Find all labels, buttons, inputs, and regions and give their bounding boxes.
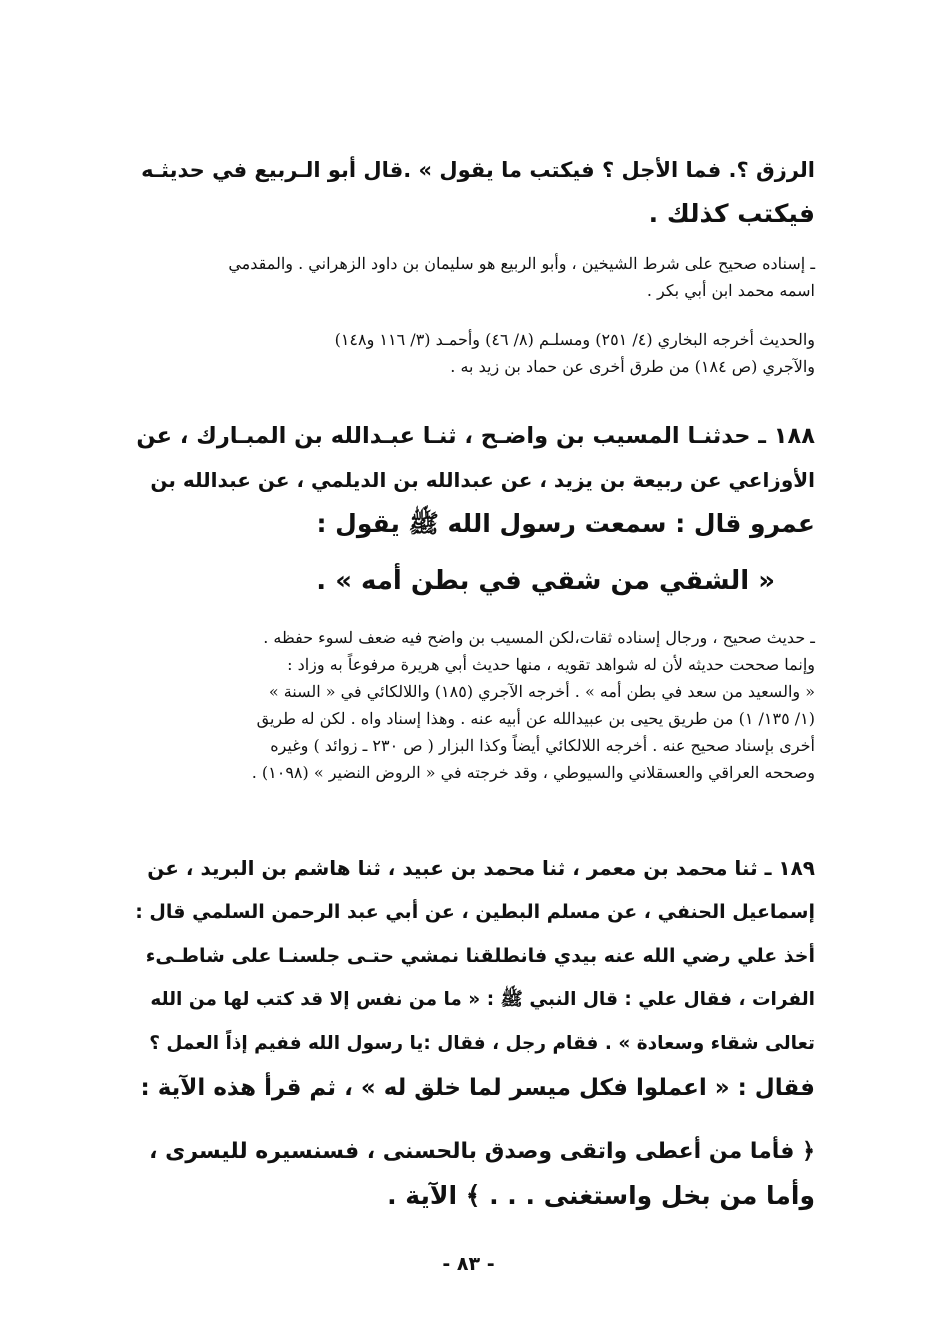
text-line: تعالى شقاء وسعادة » . فقام رجل ، فقال :يا رسول الله ففيم إذاً العمل ؟ <box>149 1033 815 1054</box>
hadith-189-paragraph <box>135 846 815 1110</box>
text-line: الأوزاعي عن ربيعة بن يزيد ، عن عبدالله بن الديلمي ، عن عبدالله بن <box>150 468 815 492</box>
verse-line: وأما من بخل واستغنى . . . ﴾ الآية . <box>387 1181 815 1210</box>
text-line: أخذ علي رضي الله عنه بيدي فانطلقنا نمشي حتـى جلسنـا على شاطـىء <box>145 945 815 967</box>
verse-line: ﴿ فأما من أعطى واتقى وصدق بالحسنى ، فسنسيره لليسرى ، <box>149 1139 815 1164</box>
text-line: عمرو قال : سمعت رسول الله ﷺ يقول : <box>316 509 815 538</box>
text-line: الفرات ، فقال علي : قال النبي ﷺ : « ما من نفس إلا قد كتب لها من الله <box>150 989 815 1010</box>
note-line: وإنما صححت حديثه لأن له شواهد تقويه ، منها حديث أبي هريرة مرفوعاً به وزاد : <box>287 655 815 674</box>
text-line: ١٨٨ ـ حدثنـا المسيب بن واضـح ، ثنـا عبـدالله بن المبـارك ، عن <box>136 423 815 449</box>
quran-verse-paragraph <box>135 1130 815 1218</box>
note-line: « والسعيد من سعد في بطن أمه » . أخرجه الآجري (١٨٥) واللالكائي في « السنة » <box>268 682 815 701</box>
note-line: اسمه محمد ابن أبي بكر . <box>646 281 815 300</box>
note-line: ـ حديث صحيح ، ورجال إسناده ثقات،لكن المسيب بن واضح فيه ضعف لسوء حفظه . <box>263 628 815 647</box>
note-line: والحديث أخرجه البخاري (٤/ ٢٥١) ومسلـم (٨/ ٤٦) وأحمـد (٣/ ١١٦ و١٤٨) <box>334 330 815 349</box>
text-line: إسماعيل الحنفي ، عن مسلم البطين ، عن أبي عبد الرحمن السلمي قال : <box>135 901 815 923</box>
text-line: فيكتب كذلك . <box>648 199 815 228</box>
note-line: والآجري (ص ١٨٤) من طرق أخرى عن حماد بن زيد به . <box>450 357 815 376</box>
note-line: وصححه العراقي والعسقلاني والسيوطي ، وقد خرجته في « الروض النضير » (١٠٩٨) . <box>251 763 815 782</box>
text-line: ١٨٩ ـ ثنا محمد بن معمر ، ثنا محمد بن عبيد ، ثنا هاشم بن البريد ، عن <box>147 856 815 880</box>
text-line: الرزق ؟. فما الأجل ؟ فيكتب ما يقول » .قال أبو الـربيع في حديثـه <box>141 158 815 182</box>
hadith-continuation-paragraph <box>135 148 815 236</box>
hadith-188-paragraph <box>135 414 815 546</box>
note-line: ـ إسناده صحيح على شرط الشيخين ، وأبو الربيع هو سليمان بن داود الزهراني . والمقدمي <box>228 254 815 273</box>
footnote-takhrij-187 <box>135 326 815 380</box>
quote-line: « الشقي من شقي في بطن أمه » . <box>316 566 775 596</box>
footnote-isnad-187 <box>135 250 815 304</box>
footnote-hadith-188 <box>135 624 815 786</box>
note-line: (١/ ١٣٥/ ١) من طريق يحيى بن عبيدالله عن أبيه عنه . وهذا إسناد واه . لكن له طريق <box>256 709 815 728</box>
hadith-188-quote <box>135 558 815 604</box>
note-line: أخرى بإسناد صحيح عنه . أخرجه اللالكائي أيضاً وكذا البزار ( ص ٢٣٠ ـ زوائد ) وغيره <box>270 736 815 755</box>
page-number: - ٨٣ - <box>442 1253 495 1275</box>
text-line: فقال : « اعملوا فكل ميسر لما خلق له » ، ثم قرأ هذه الآية : <box>140 1075 815 1101</box>
